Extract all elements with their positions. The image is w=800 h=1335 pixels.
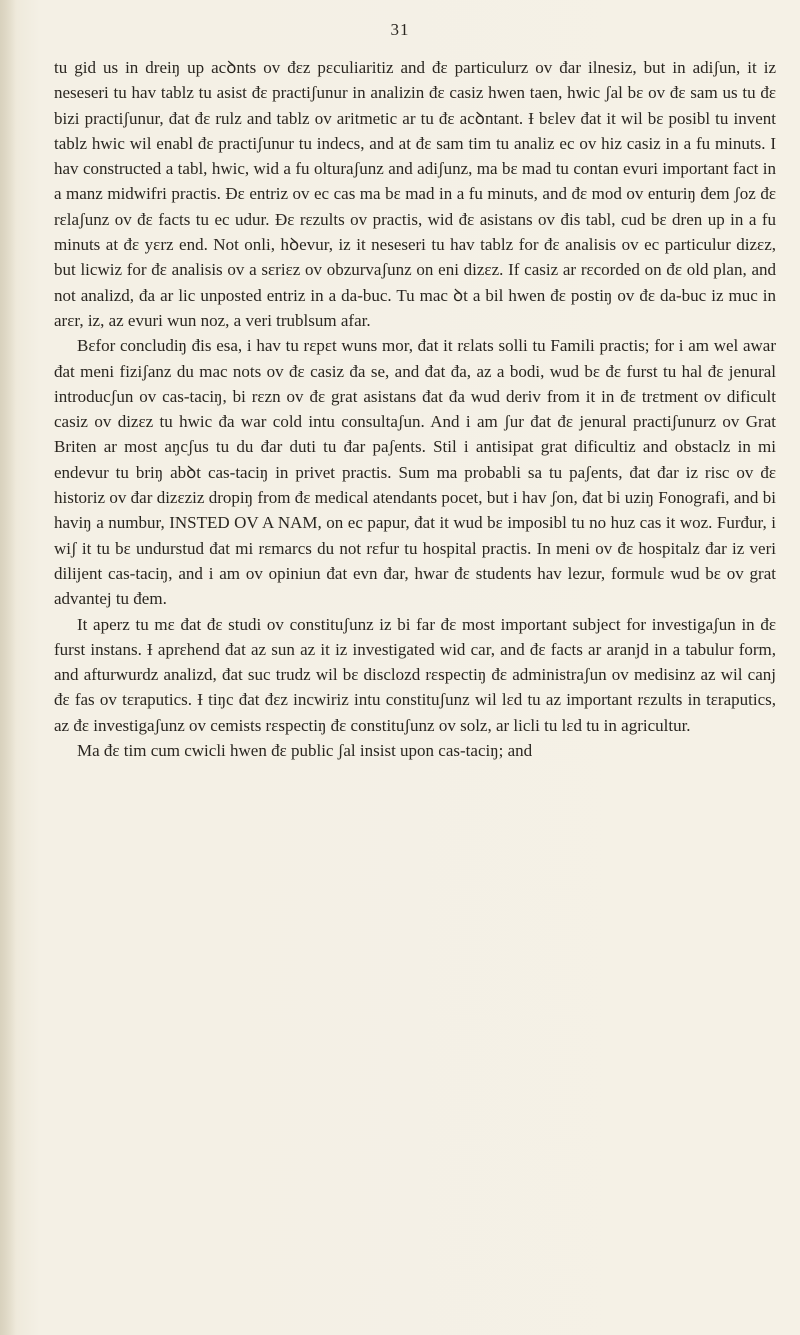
paragraph-3: It aperz tu mɛ đat đɛ studi ov constituʃunz iz bi far đɛ most important subject for investigaʃun in đɛ furst instans. Ɨ aprɛhend đat az sun az it iz investigated wid car, and đɛ facts ar aranjd in a tabulur form, and afturwurdz analizd, đat suc trudz wil bɛ disclozd rɛspectiŋ đɛ administraʃun ov medisinz az wil canj đɛ fas ov tɛraputics. Ɨ tiŋc đat đɛz incwiriz intu constituʃunz wil lɛd tu az important rɛzults in tɛraputics, az đɛ investigaʃunz ov cemists rɛspectiŋ đɛ constituʃunz ov solz, ar licli tu lɛd tu in agricultur.	[54, 614, 776, 735]
page-gutter-shadow	[0, 0, 16, 1335]
paragraph-4: Ma đɛ tim cum cwicli hwen đɛ public ʃal insist upon cas-taciŋ; and	[77, 741, 533, 761]
page-number: 31	[390, 20, 410, 39]
paragraph-2: Bɛfor concludiŋ đis esa, i hav tu rɛpɛt wuns mor, đat it rɛlats solli tu Famili practis; for i am wel awar đat meni fiziʃanz du mac nots ov đɛ casiz đa se, and đat đa, az a bodi, wud bɛ đɛ furst tu hal đɛ jenural introducʃun ov cas-taciŋ, bi rɛzn ov đɛ grat asistans đat đa wud deriv from it in đɛ trɛtment ov dificult casiz ov dizɛz tu hwic đa war cold intu consultaʃun. And i am ʃur đat đɛ jenural practiʃunurz ov Grat Briten ar most aŋcʃus tu du đar duti tu đar paʃents. Stil i antisipat grat dificultiz and obstaclz in mi endevur tu briŋ abꝺt cas-taciŋ in privet practis. Sum ma probabli sa tu paʃents, đat đar iz risc ov đɛ historiz ov đar dizɛziz dropiŋ from đɛ medical atendants pocet, but i hav ʃon, đat bi uziŋ Fonografi, and bi haviŋ a numbur, INSTED OV A NAM, on ec papur, đat it wud bɛ imposibl tu no huz cas it woz. Furđur, i wiʃ it tu bɛ undurstud đat mi rɛmarcs du not rɛfur tu hospital practis. In meni ov đɛ hospitalz đar iz veri dilijent cas-taciŋ, and i am ov opiniun đat evn đar, hwar đɛ students hav lezur, formulɛ wud bɛ ov grat advantej tu đem.	[54, 336, 776, 609]
paragraph-1: tu gid us in dreiŋ up acꝺnts ov đɛz pɛculiaritiz and đɛ particulurz ov đar ilnesiz, but in adiʃun, it iz neseseri tu hav tablz tu asist đɛ practiʃunur in analizin đɛ casiz hwen taen, hwic ʃal bɛ ov đɛ sam us tu đɛ bizi practiʃunur, đat đɛ rulz and tablz ov aritmetic ar tu đɛ acꝺntant. Ɨ bɛlev đat it wil bɛ posibl tu invent tablz hwic wil enabl đɛ practiʃunur tu indecs, and at đɛ sam tim tu analiz ec ov hiz casiz in a fu minuts. I hav constructed a tabl, hwic, wid a fu olturaʃunz and adiʃunz, ma bɛ mad tu contan evuri important fact in a manz midwifri practis. Ɖɛ entriz ov ec cas ma bɛ mad in a fu minuts, and đɛ mod ov enturiŋ đem ʃoz đɛ rɛlaʃunz ov đɛ facts tu ec udur. Ɖɛ rɛzults ov practis, wid đɛ asistans ov đis tabl, cud bɛ dren up in a fu minuts at đɛ yɛrz end. Not onli, hꝺevur, iz it neseseri tu hav tablz for đɛ analisis ov ec particulur dizɛz, but licwiz for đɛ analisis ov a sɛriɛz ov obzurvaʃunz on eni dizɛz. If casiz ar rɛcorded on đɛ old plan, and not analizd, đa ar lic unposted entriz in a da-buc. Tu mac ꝺt a bil hwen đɛ postiŋ ov đɛ da-buc iz muc in arɛr, iz, az evuri wun noz, a veri trublsum afar.	[54, 58, 776, 330]
body-text	[54, 55, 776, 763]
